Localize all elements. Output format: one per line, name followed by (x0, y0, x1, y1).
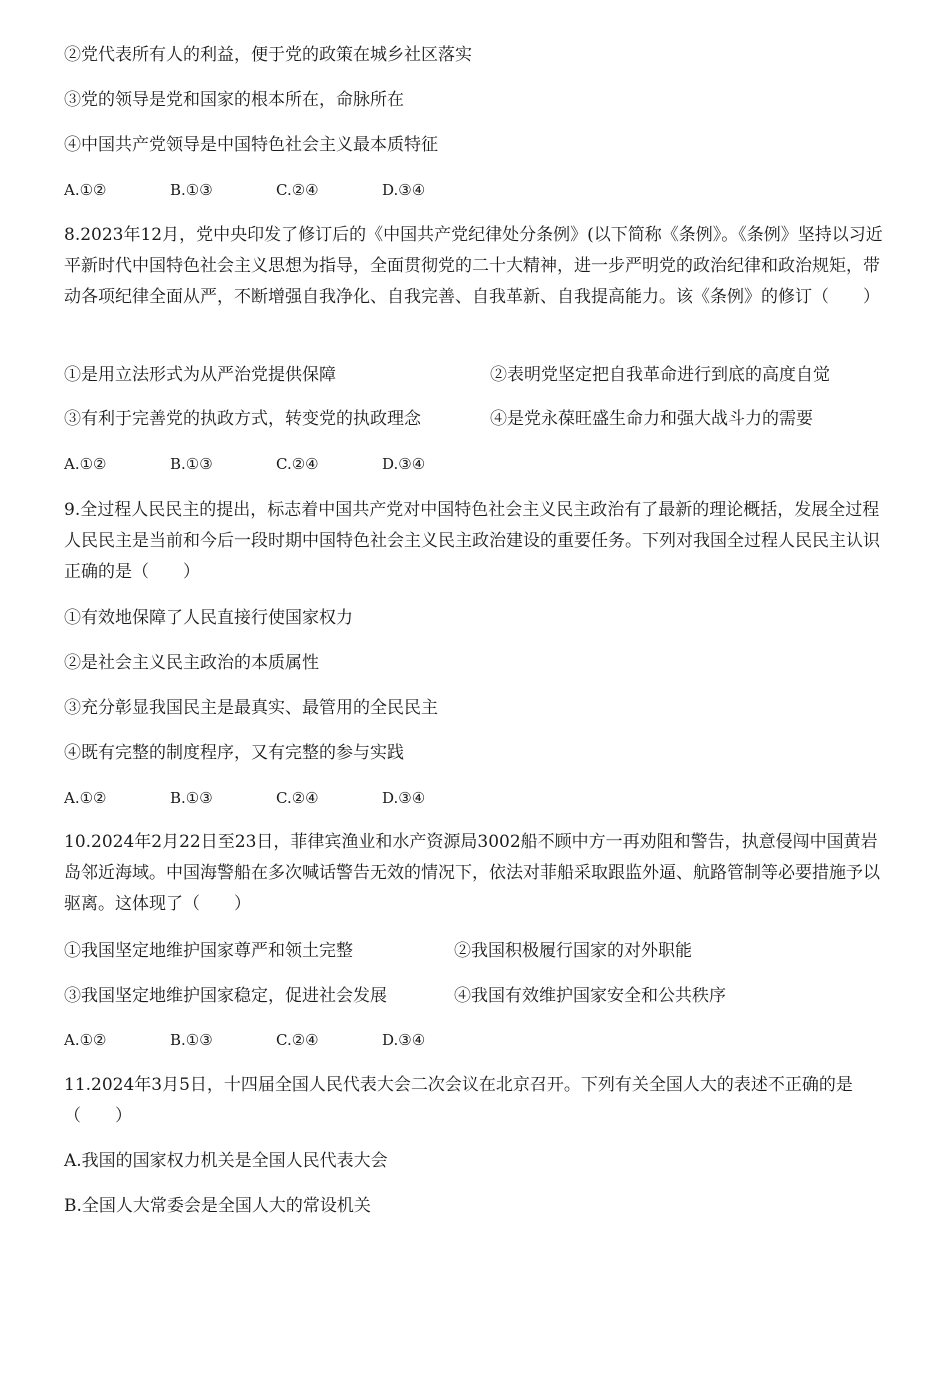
q10-choice-a: A.①② (64, 1031, 107, 1049)
q8-stem: 8.2023年12月，党中央印发了修订后的《中国共产党纪律处分条例》(以下简称《条例》。《条例》坚持以习近平新时代中国特色社会主义思想为指导，全面贯彻党的二十大精神，进一步严明党的政治纪律和政治规矩，带动各项纪律全面从严，不断增强自我净化、自我完善、自我革新、自我提高能力。该《条例》的修订（ ） (64, 225, 883, 307)
q7-choice-d: D.③④ (382, 181, 426, 199)
q10-choice-b: B.①③ (170, 1031, 213, 1049)
q8-choice-a: A.①② (64, 455, 107, 473)
q8-option-3: ③有利于完善党的执政方式，转变党的执政理念 (64, 409, 421, 429)
q7-option-4: ④中国共产党领导是中国特色社会主义最本质特征 (64, 135, 438, 155)
q11-stem: 11.2024年3月5日，十四届全国人民代表大会二次会议在北京召开。下列有关全国人大的表述不正确的是（ ） (64, 1075, 853, 1126)
q9-option-4: ④既有完整的制度程序，又有完整的参与实践 (64, 743, 404, 763)
q8-choice-c: C.②④ (276, 455, 319, 473)
q9-choice-b: B.①③ (170, 789, 213, 807)
q7-choice-a: A.①② (64, 181, 107, 199)
q10-choice-d: D.③④ (382, 1031, 426, 1049)
q9-choice-c: C.②④ (276, 789, 319, 807)
q7-choice-b: B.①③ (170, 181, 213, 199)
q9-option-1: ①有效地保障了人民直接行使国家权力 (64, 608, 353, 628)
q7-option-3: ③党的领导是党和国家的根本所在，命脉所在 (64, 90, 404, 110)
q9-option-3: ③充分彰显我国民主是最真实、最管用的全民民主 (64, 698, 438, 718)
q10-option-3: ③我国坚定地维护国家稳定，促进社会发展 (64, 986, 387, 1006)
q8-answer-choices (64, 456, 488, 473)
q9-choice-d: D.③④ (382, 789, 426, 807)
q10-option-1: ①我国坚定地维护国家尊严和领土完整 (64, 941, 353, 961)
q11-option-a: A.我国的国家权力机关是全国人民代表大会 (64, 1151, 388, 1171)
q10-stem: 10.2024年2月22日至23日，菲律宾渔业和水产资源局3002船不顾中方一再劝阻和警告，执意侵闯中国黄岩岛邻近海域。中国海警船在多次喊话警告无效的情况下，依法对菲船采取跟监外逼、航路管制等必要措施予以驱离。这体现了（ ） (64, 832, 880, 914)
q8-option-4: ④是党永葆旺盛生命力和强大战斗力的需要 (490, 409, 813, 429)
q10-answer-choices (64, 1032, 488, 1049)
q8-option-1: ①是用立法形式为从严治党提供保障 (64, 365, 336, 385)
q9-stem: 9.全过程人民民主的提出，标志着中国共产党对中国特色社会主义民主政治有了最新的理论概括，发展全过程人民民主是当前和今后一段时期中国特色社会主义民主政治建设的重要任务。下列对我国全过程人民民主认识正确的是（ ） (64, 500, 880, 582)
q7-choice-c: C.②④ (276, 181, 319, 199)
q11-option-b: B.全国人大常委会是全国人大的常设机关 (64, 1196, 371, 1216)
q9-option-2: ②是社会主义民主政治的本质属性 (64, 653, 319, 673)
q8-option-2: ②表明党坚定把自我革命进行到底的高度自觉 (490, 365, 830, 385)
q8-choice-b: B.①③ (170, 455, 213, 473)
q9-choice-a: A.①② (64, 789, 107, 807)
q9-answer-choices (64, 790, 488, 807)
q10-option-4: ④我国有效维护国家安全和公共秩序 (454, 986, 726, 1006)
q10-choice-c: C.②④ (276, 1031, 319, 1049)
q7-option-2: ②党代表所有人的利益，便于党的政策在城乡社区落实 (64, 45, 472, 65)
q8-choice-d: D.③④ (382, 455, 426, 473)
q7-answer-choices (64, 182, 488, 199)
q10-option-2: ②我国积极履行国家的对外职能 (454, 941, 692, 961)
